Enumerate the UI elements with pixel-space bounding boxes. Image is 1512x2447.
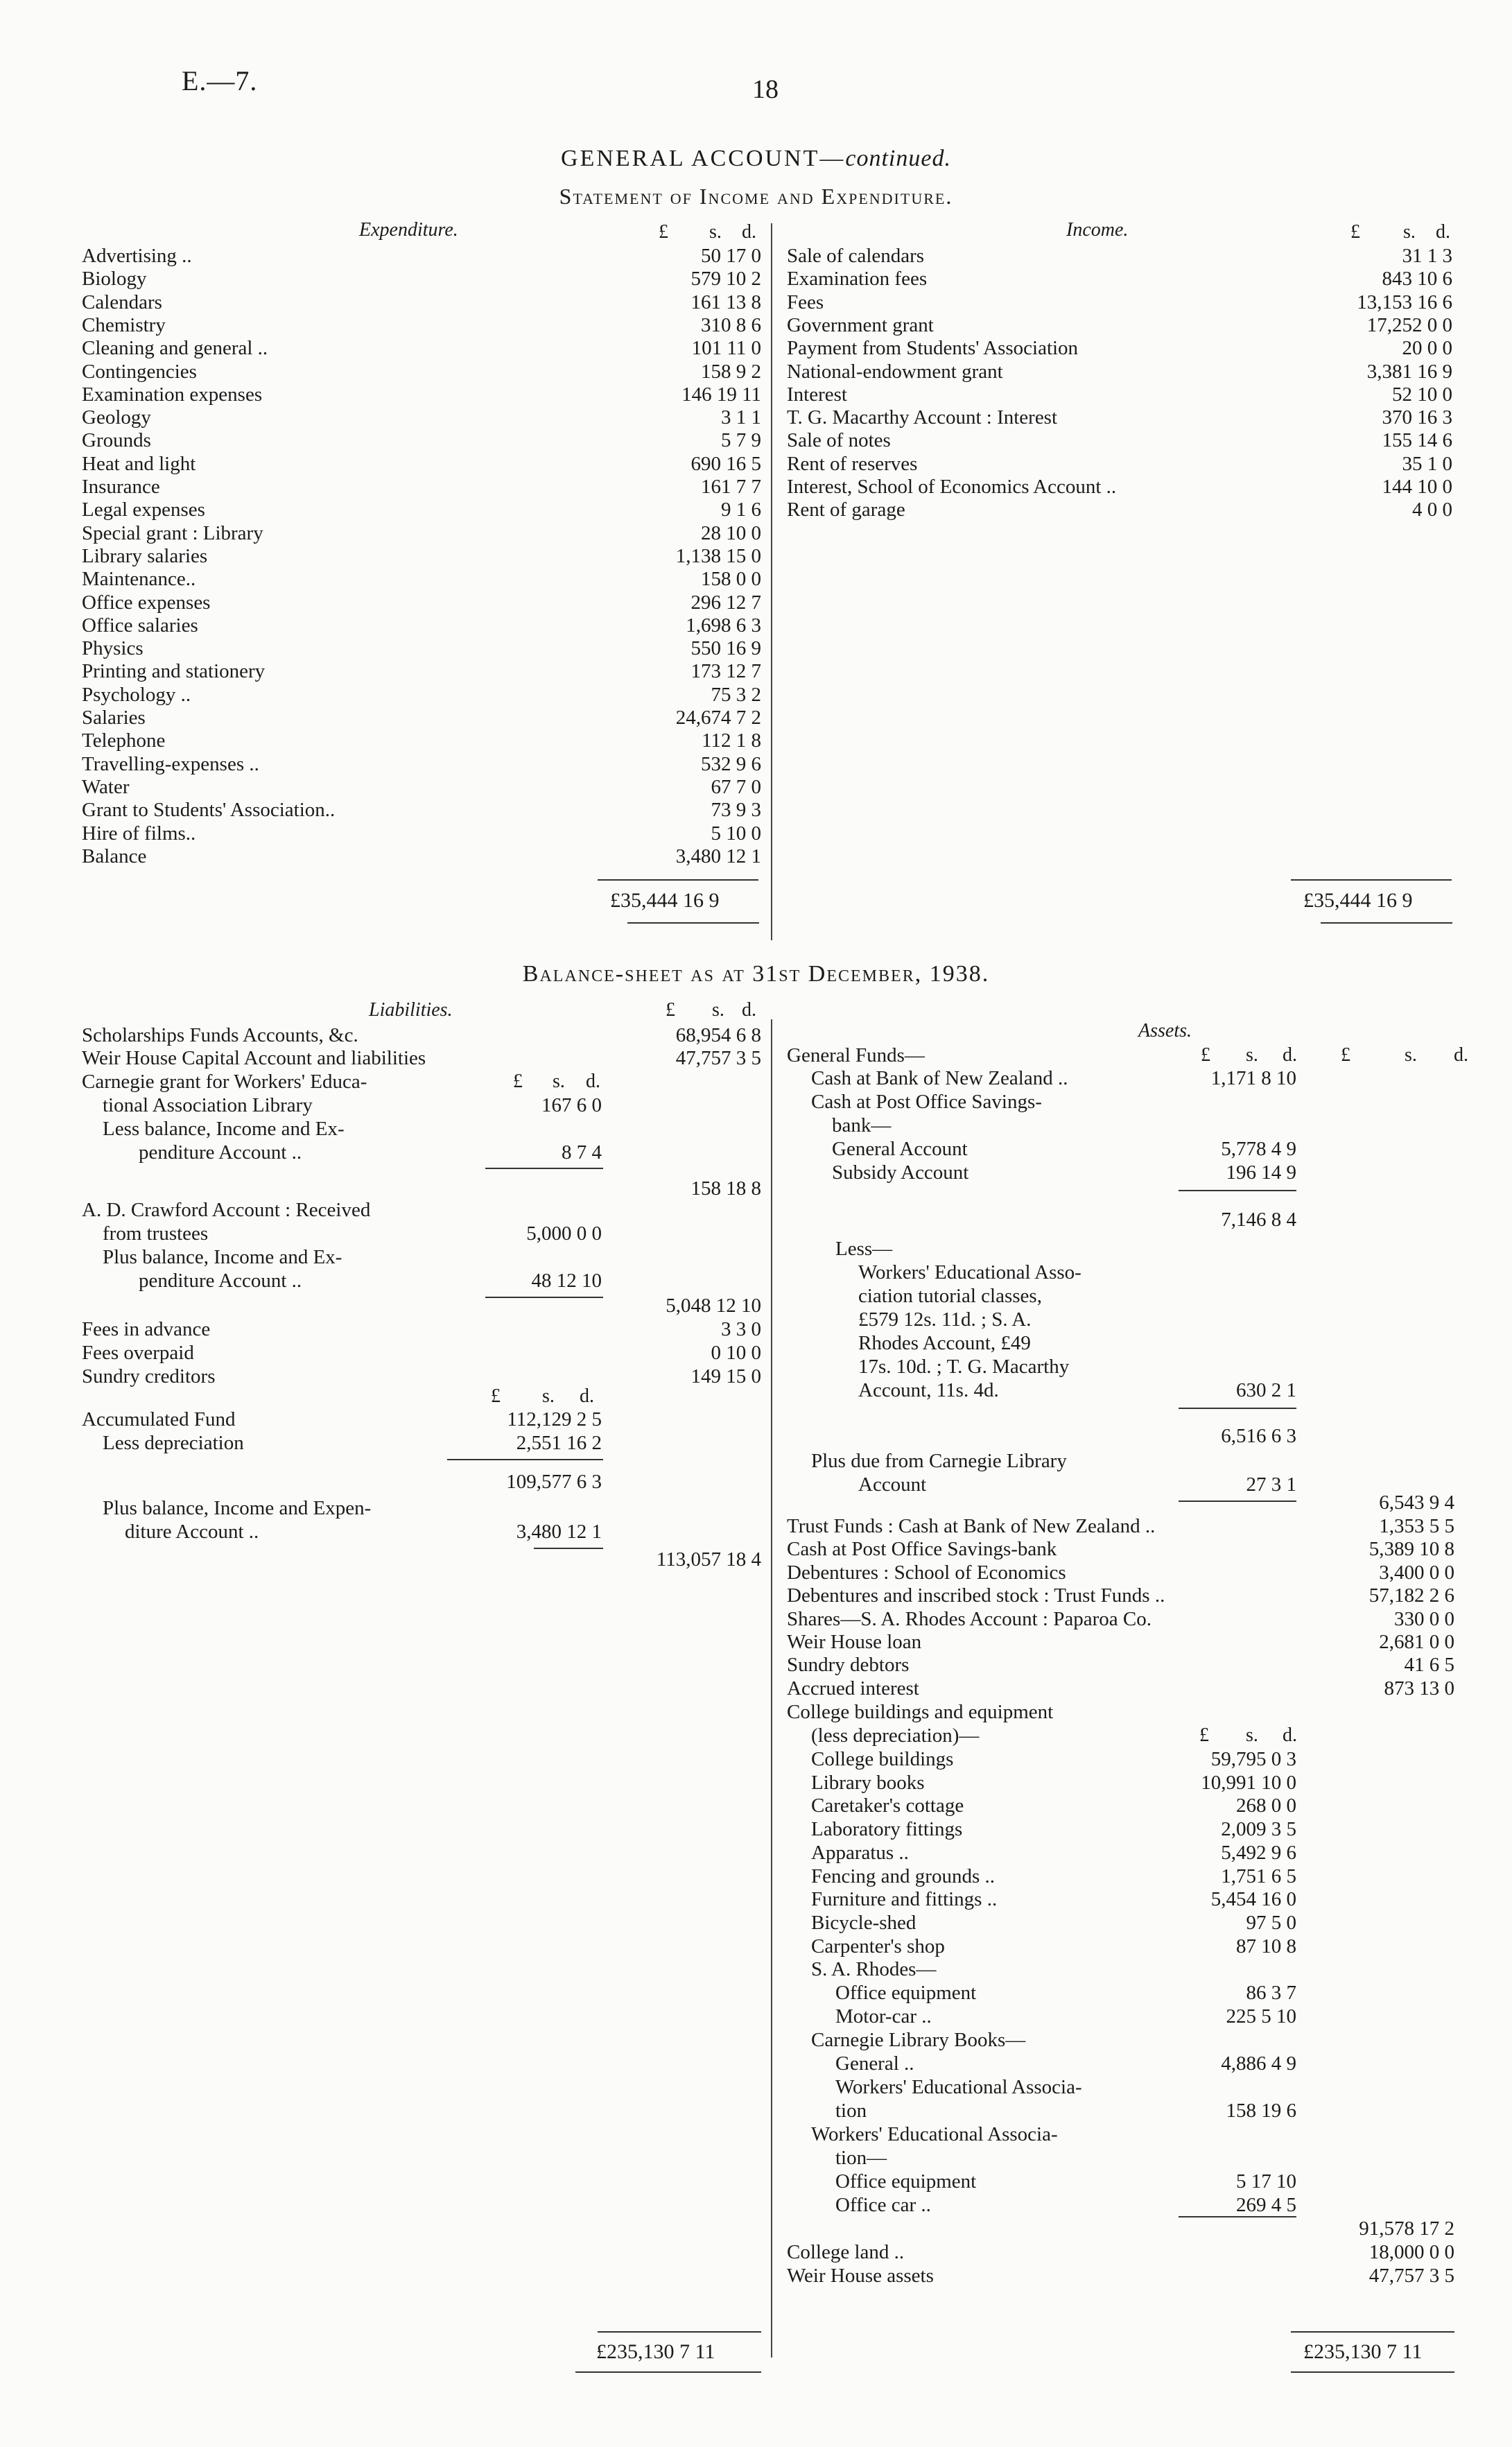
wea-line: Workers' Educational Asso- [858,1261,1081,1283]
accum-net: 113,057 18 4 [656,1548,761,1571]
carnegie-shillings-unit: s. [553,1071,565,1092]
expenditure-row [82,591,761,614]
college-land-amount: 18,000 0 0 [1368,2241,1454,2263]
expenditure-amount: 690 16 5 [690,452,761,475]
asset-item-amount: 57,182 2 6 [1368,1584,1454,1607]
income-amount: 144 10 0 [1382,476,1452,498]
assets-shillings-unit: s. [1246,1044,1258,1066]
expenditure-label: Calendars [82,291,162,313]
carnegie-amount2: 8 7 4 [562,1141,602,1164]
carnegie-wea-amount: 158 19 6 [1226,2100,1296,2122]
crawford-amount1: 5,000 0 0 [526,1222,602,1245]
income-amount: 843 10 6 [1382,268,1452,291]
subtotal-rule [447,1459,603,1460]
wea2-item-amount: 269 4 5 [1236,2194,1296,2216]
asset-item-label: Shares—S. A. Rhodes Account : Paparoa Co. [787,1607,1152,1630]
income-row [787,429,1452,452]
cash-post-line: Cash at Post Office Savings- [811,1091,1042,1113]
college-line: College buildings and equipment [787,1701,1054,1723]
income-amount: 4 0 0 [1412,499,1452,521]
statement-divider [771,223,772,940]
income-pounds-unit: £ [1350,221,1360,243]
general-net: 6,543 9 4 [1379,1491,1454,1514]
college-item-label: Library books [811,1771,925,1794]
liabilities-shillings-unit: s. [712,999,724,1021]
weir-label: Weir House Capital Account and liabilities [82,1047,426,1069]
subtotal-rule [575,2371,761,2373]
liabilities-pence-unit: d. [742,999,756,1021]
asset-item-label: Debentures : School of Economics [787,1561,1066,1584]
assets-shillings2-unit: s. [1405,1044,1417,1066]
asset-item-label: Weir House loan [787,1631,922,1653]
rhodes-label: S. A. Rhodes— [811,1958,937,1980]
income-row [787,360,1452,383]
asset-item-label: Cash at Post Office Savings-bank [787,1538,1057,1561]
carnegie-amount1: 167 6 0 [541,1094,602,1116]
carnegie-wea-line: tion [835,2100,867,2122]
plus-due-line: Plus due from Carnegie Library [811,1450,1067,1472]
income-row [787,498,1452,521]
subtotal-rule [485,1168,603,1169]
expenditure-amount: 5 7 9 [721,429,761,452]
expenditure-amount: 161 7 7 [701,476,761,498]
plus-due-amount: 27 3 1 [1246,1473,1296,1496]
scholarships-amount: 68,954 6 8 [675,1024,761,1046]
expenditure-label: Printing and stationery [82,660,266,683]
weir-amount: 47,757 3 5 [675,1047,761,1069]
scholarships-label: Scholarships Funds Accounts, &c. [82,1024,358,1046]
asset-item-label: Trust Funds : Cash at Bank of New Zealand .. [787,1515,1156,1537]
income-heading: Income. [1066,219,1129,241]
expenditure-label: Maintenance.. [82,568,196,591]
carnegie-pounds-unit: £ [513,1071,523,1092]
expenditure-amount: 296 12 7 [690,591,761,614]
assets-total: £235,130 7 11 [1303,2340,1423,2363]
expenditure-label: Special grant : Library [82,521,263,544]
expenditure-row [82,752,761,776]
expenditure-row [82,360,761,383]
expenditure-row [82,313,761,337]
expenditure-amount: 161 13 8 [690,291,761,313]
expenditure-amount: 112 1 8 [702,729,761,752]
liabilities-total: £235,130 7 11 [596,2340,715,2363]
college-item-label: Furniture and fittings .. [811,1888,998,1911]
general-account-label: General Account [832,1138,968,1160]
expenditure-label: Heat and light [82,452,196,475]
expenditure-amount: 75 3 2 [711,683,761,706]
expenditure-label: Examination expenses [82,383,263,406]
general-account-amount: 5,778 4 9 [1221,1138,1296,1160]
expenditure-total: £35,444 16 9 [610,889,720,912]
expenditure-label: Travelling-expenses .. [82,752,259,775]
general-funds-label: General Funds— [787,1044,925,1066]
subtotal1: 7,146 8 4 [1221,1209,1296,1231]
document-reference: E.—7. [182,65,258,96]
expenditure-row [82,475,761,499]
balance-divider [771,1019,772,2358]
college-item-label: Caretaker's cottage [811,1795,964,1817]
expenditure-amount: 101 11 0 [691,337,761,360]
expenditure-row [82,683,761,707]
wea2-item-label: Office car .. [835,2194,931,2216]
expenditure-row [82,406,761,429]
college-pence-unit: d. [1283,1724,1297,1746]
college-item-amount: 268 0 0 [1236,1795,1296,1817]
title-continued: continued. [845,146,951,171]
expenditure-amount: 67 7 0 [711,775,761,798]
wea2-item-amount: 5 17 10 [1236,2170,1296,2193]
income-row [787,406,1452,429]
expenditure-amount: 1,138 15 0 [675,544,761,567]
subtotal-rule [1179,1408,1296,1409]
expenditure-row [82,336,761,360]
balance-sheet-title: Balance-sheet as at 31st December, 1938. [522,961,990,987]
accum-shillings-unit: s. [542,1385,555,1407]
expenditure-row [82,498,761,521]
plus-due-line: Account [858,1473,927,1496]
crawford-net: 5,048 12 10 [666,1295,761,1317]
expenditure-row [82,706,761,729]
expenditure-label: Geology [82,406,151,429]
college-item-label: Apparatus .. [811,1841,909,1864]
crawford-line: from trustees [103,1222,209,1245]
expenditure-row [82,544,761,568]
income-amount: 13,153 16 6 [1357,291,1452,313]
depreciation-label: Less depreciation [103,1432,244,1454]
plus-balance-line: Plus balance, Income and Expen- [103,1497,372,1519]
expenditure-row [82,822,761,845]
expenditure-amount: 5 10 0 [711,822,761,845]
asset-item-amount: 2,681 0 0 [1379,1631,1454,1653]
rhodes-item-label: Office equipment [835,1982,977,2004]
income-amount: 370 16 3 [1382,406,1452,429]
expenditure-label: Cleaning and general .. [82,337,268,360]
expenditure-row [82,452,761,476]
wea2-line: tion— [835,2147,887,2169]
expenditure-label: Office salaries [82,614,198,637]
subtotal-rule [598,2331,761,2333]
expenditure-label: Balance [82,845,147,867]
income-label: National-endowment grant [787,360,1003,383]
asset-item-label: Sundry debtors [787,1654,910,1677]
college-line: (less depreciation)— [811,1724,980,1747]
carnegie-pence-unit: d. [586,1071,600,1092]
crawford-line: penditure Account .. [139,1270,302,1292]
expenditure-amount: 158 0 0 [701,568,761,591]
income-row [787,475,1452,499]
income-row [787,452,1452,476]
asset-item-amount: 3,400 0 0 [1379,1561,1454,1584]
assets-pence2-unit: d. [1454,1044,1468,1066]
fees-advance-label: Fees in advance [82,1318,211,1340]
carnegie-line: Carnegie grant for Workers' Educa- [82,1071,367,1093]
income-label: Payment from Students' Association [787,337,1079,360]
assets-pounds2-unit: £ [1341,1044,1350,1066]
carnegie-net: 158 18 8 [690,1177,761,1200]
expenditure-amount: 3 1 1 [721,406,761,429]
liabilities-pounds-unit: £ [666,999,675,1021]
asset-item-label: Debentures and inscribed stock : Trust Funds .. [787,1584,1165,1607]
income-total: £35,444 16 9 [1303,889,1413,912]
carnegie-wea-line: Workers' Educational Associa- [835,2076,1082,2098]
expenditure-label: Telephone [82,729,166,752]
expenditure-heading: Expenditure. [359,219,458,241]
expenditure-row [82,383,761,406]
college-pounds-unit: £ [1199,1724,1209,1746]
college-net: 91,578 17 2 [1359,2217,1454,2240]
rhodes-item-label: Motor-car .. [835,2005,932,2027]
income-row [787,267,1452,291]
statement-title: Statement of Income and Expenditure. [559,184,953,209]
sundry-creditors-amount: 149 15 0 [690,1365,761,1387]
carnegie-general-label: General .. [835,2052,914,2075]
expenditure-shillings-unit: s. [709,221,722,243]
expenditure-label: Physics [82,637,144,660]
expenditure-row [82,659,761,683]
college-item-label: Bicycle-shed [811,1911,916,1934]
plus-balance-line: diture Account .. [125,1521,259,1543]
asset-item-amount: 1,353 5 5 [1379,1515,1454,1537]
cash-bank-amount: 1,171 8 10 [1210,1067,1296,1089]
income-label: Interest [787,383,847,406]
expenditure-double-rule [627,922,759,924]
college-item-label: College buildings [811,1748,954,1770]
asset-item-amount: 41 6 5 [1404,1654,1454,1677]
crawford-amount2: 48 12 10 [531,1270,602,1292]
expenditure-row [82,567,761,591]
carnegie-books-label: Carnegie Library Books— [811,2029,1026,2051]
wea-line: ciation tutorial classes, [858,1285,1042,1307]
asset-item-amount: 330 0 0 [1394,1607,1454,1630]
wea2-item-label: Office equipment [835,2170,977,2193]
expenditure-label: Contingencies [82,360,197,383]
expenditure-row [82,267,761,291]
assets-pence-unit: d. [1283,1044,1297,1066]
subtotal2: 6,516 6 3 [1221,1425,1296,1447]
general-account-title [0,147,1512,171]
income-label: Government grant [787,313,934,336]
expenditure-label: Psychology .. [82,683,191,706]
college-item-label: Fencing and grounds .. [811,1865,995,1887]
expenditure-label: Office expenses [82,591,211,614]
income-row [787,291,1452,314]
income-amount: 3,381 16 9 [1366,360,1452,383]
subtotal-rule [1291,2331,1454,2333]
income-row [787,313,1452,337]
page-number: 18 [752,75,779,104]
fees-advance-amount: 3 3 0 [721,1318,761,1340]
college-item-amount: 97 5 0 [1246,1911,1296,1934]
college-item-amount: 1,751 6 5 [1221,1865,1296,1887]
expenditure-amount: 50 17 0 [701,245,761,267]
carnegie-line: Less balance, Income and Ex- [103,1118,345,1140]
crawford-line: A. D. Crawford Account : Received [82,1199,371,1221]
income-amount: 52 10 0 [1392,383,1452,406]
expenditure-total-rule [598,879,758,881]
income-label: Fees [787,291,824,313]
expenditure-amount: 24,674 7 2 [675,707,761,729]
income-row [787,336,1452,360]
expenditure-label: Salaries [82,707,146,729]
wea-line: £579 12s. 11d. ; S. A. [858,1308,1032,1331]
asset-item-amount: 873 13 0 [1384,1677,1454,1700]
income-label: T. G. Macarthy Account : Interest [787,406,1058,429]
income-amount: 35 1 0 [1402,452,1452,475]
expenditure-row [82,521,761,545]
expenditure-amount: 146 19 11 [681,383,761,406]
expenditure-amount: 173 12 7 [690,660,761,683]
expenditure-amount: 579 10 2 [690,268,761,291]
accumulated-label: Accumulated Fund [82,1408,236,1430]
fees-overpaid-label: Fees overpaid [82,1342,194,1364]
expenditure-amount: 3,480 12 1 [675,845,761,867]
accum-pounds-unit: £ [491,1385,501,1407]
plus-balance-amount: 3,480 12 1 [516,1521,602,1543]
cash-post-line: bank— [832,1114,892,1136]
income-row [787,383,1452,406]
carnegie-general-amount: 4,886 4 9 [1221,2052,1296,2075]
expenditure-row [82,798,761,822]
rhodes-item-amount: 86 3 7 [1246,1982,1296,2004]
college-item-amount: 5,492 9 6 [1221,1841,1296,1864]
subsidy-account-amount: 196 14 9 [1226,1161,1296,1184]
accum-pence-unit: d. [580,1385,594,1407]
expenditure-label: Legal expenses [82,499,205,521]
college-item-amount: 59,795 0 3 [1210,1748,1296,1770]
expenditure-amount: 9 1 6 [721,499,761,521]
accumulated-amount: 112,129 2 5 [507,1408,602,1430]
wea-line: Account, 11s. 4d. [858,1379,999,1401]
income-label: Examination fees [787,268,928,291]
less-label: Less— [835,1238,893,1260]
income-amount: 155 14 6 [1382,429,1452,452]
depreciation-amount: 2,551 16 2 [516,1432,602,1454]
college-item-label: Laboratory fittings [811,1818,963,1841]
college-item-amount: 87 10 8 [1236,1935,1296,1957]
expenditure-row [82,429,761,452]
income-amount: 20 0 0 [1402,337,1452,360]
expenditure-row [82,775,761,799]
subtotal-rule [1179,1190,1296,1191]
expenditure-pounds-unit: £ [659,221,668,243]
carnegie-line: tional Association Library [103,1094,313,1116]
college-shillings-unit: s. [1246,1724,1258,1746]
carnegie-line: penditure Account .. [139,1141,302,1164]
asset-item-label: Accrued interest [787,1677,919,1700]
accum-subtotal: 109,577 6 3 [506,1471,602,1493]
income-amount: 31 1 3 [1402,245,1452,267]
expenditure-amount: 158 9 2 [701,360,761,383]
subsidy-account-label: Subsidy Account [832,1161,969,1184]
college-item-amount: 2,009 3 5 [1221,1818,1296,1841]
income-row [787,244,1452,268]
expenditure-label: Chemistry [82,313,166,336]
weir-assets-amount: 47,757 3 5 [1368,2265,1454,2287]
expenditure-row [82,845,761,868]
expenditure-label: Hire of films.. [82,822,196,845]
sundry-creditors-label: Sundry creditors [82,1365,216,1387]
rhodes-item-amount: 225 5 10 [1226,2005,1296,2027]
expenditure-label: Grant to Students' Association.. [82,799,336,822]
expenditure-amount: 73 9 3 [711,799,761,822]
income-label: Sale of notes [787,429,891,452]
wea2-line: Workers' Educational Associa- [811,2123,1058,2145]
expenditure-label: Advertising .. [82,245,192,267]
expenditure-row [82,729,761,752]
wea-line: Rhodes Account, £49 [858,1332,1031,1354]
fees-overpaid-amount: 0 10 0 [711,1342,761,1364]
income-label: Rent of garage [787,499,905,521]
college-item-label: Carpenter's shop [811,1935,945,1957]
income-amount: 17,252 0 0 [1366,313,1452,336]
weir-assets-label: Weir House assets [787,2265,934,2287]
expenditure-row [82,291,761,314]
expenditure-row [82,637,761,660]
college-land-label: College land .. [787,2241,905,2263]
cash-bank-label: Cash at Bank of New Zealand .. [811,1067,1068,1089]
subtotal-rule [1291,2371,1454,2373]
expenditure-label: Grounds [82,429,151,452]
crawford-line: Plus balance, Income and Ex- [103,1246,342,1268]
expenditure-row [82,244,761,268]
income-label: Interest, School of Economics Account .. [787,476,1117,498]
assets-pounds-unit: £ [1201,1044,1210,1066]
college-item-amount: 5,454 16 0 [1210,1888,1296,1911]
income-double-rule [1321,922,1452,924]
expenditure-row [82,614,761,637]
income-label: Sale of calendars [787,245,925,267]
expenditure-label: Water [82,775,130,798]
liabilities-heading: Liabilities. [369,999,453,1021]
assets-heading: Assets. [1138,1020,1192,1041]
wea-amount: 630 2 1 [1236,1379,1296,1401]
college-item-amount: 10,991 10 0 [1201,1771,1296,1794]
wea-line: 17s. 10d. ; T. G. Macarthy [858,1356,1070,1378]
asset-item-amount: 5,389 10 8 [1368,1538,1454,1561]
expenditure-pence-unit: d. [742,221,756,243]
expenditure-amount: 28 10 0 [701,521,761,544]
expenditure-amount: 532 9 6 [701,752,761,775]
income-label: Rent of reserves [787,452,918,475]
expenditure-label: Library salaries [82,544,208,567]
income-shillings-unit: s. [1403,221,1416,243]
expenditure-label: Biology [82,268,147,291]
expenditure-amount: 1,698 6 3 [686,614,761,637]
title-main: GENERAL ACCOUNT— [561,146,846,171]
income-pence-unit: d. [1436,221,1450,243]
expenditure-label: Insurance [82,476,160,498]
expenditure-amount: 550 16 9 [690,637,761,660]
expenditure-amount: 310 8 6 [701,313,761,336]
income-total-rule [1291,879,1452,881]
